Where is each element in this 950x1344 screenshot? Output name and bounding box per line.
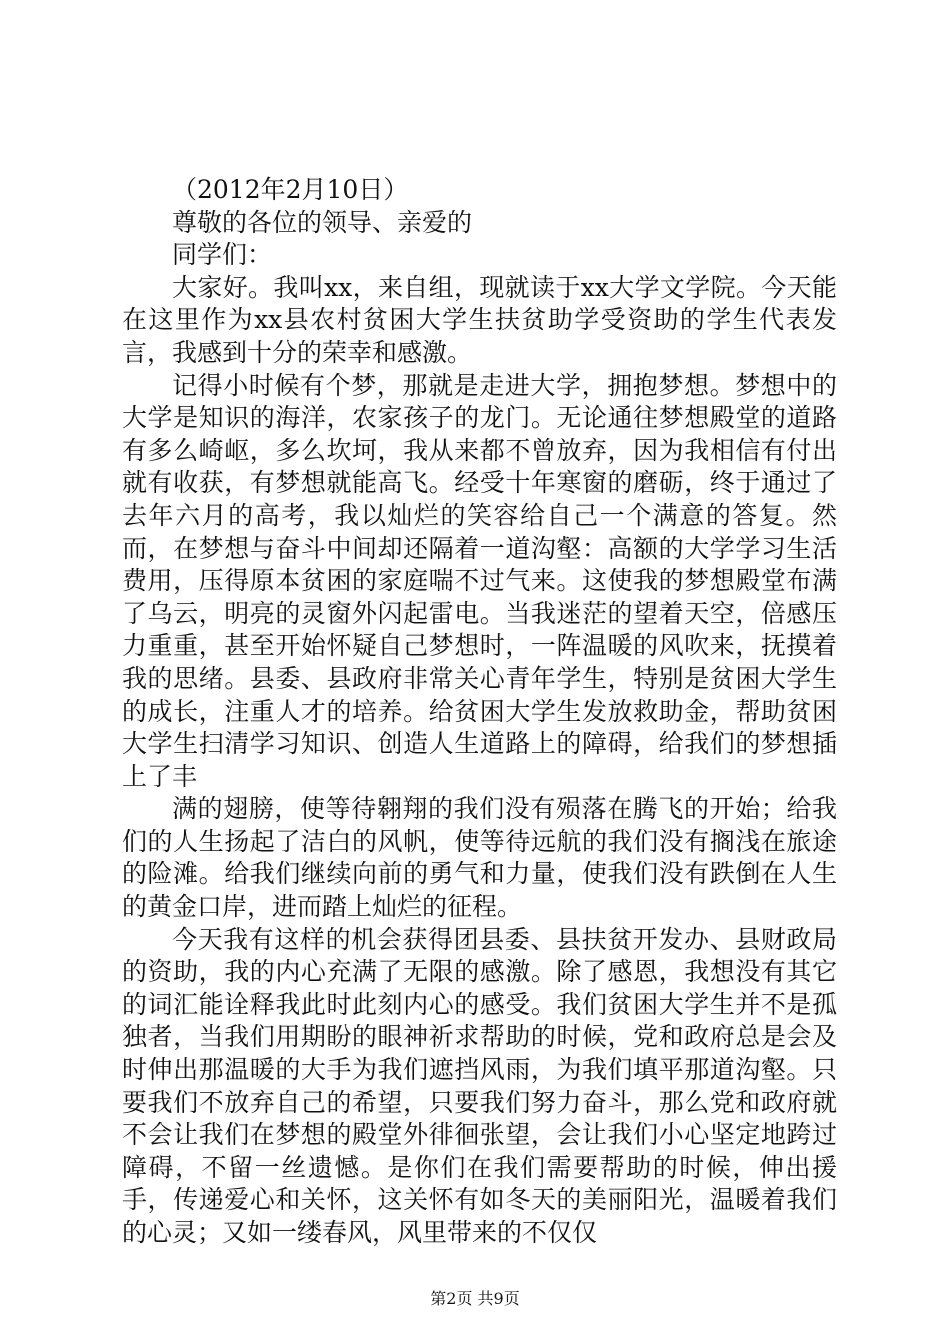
page-number-footer: 第2页 共9页: [430, 1289, 520, 1308]
body-paragraph: 记得小时候有个梦，那就是走进大学，拥抱梦想。梦想中的大学是知识的海洋，农家孩子的龙门。无论通往梦想殿堂的道路有多么崎岖，多么坎坷，我从来都不曾放弃，因为我相信有付出就有收获，有梦想就能高飞。经受十年寒窗的磨砺，终于通过了去年六月的高考，我以灿烂的笑容给自己一个满意的答复。然而，在梦想与奋斗中间却还隔着一道沟壑：高额的大学学习生活费用，压得原本贫困的家庭喘不过气来。这使我的梦想殿堂布满了乌云，明亮的灵窗外闪起雷电。当我迷茫的望着天空，倍感压力重重，甚至开始怀疑自己梦想时，一阵温暖的风吹来，抚摸着我的思绪。县委、县政府非常关心青年学生，特别是贫困大学生的成长，注重人才的培养。给贫困大学生发放救助金，帮助贫困大学生扫清学习知识、创造人生道路上的障碍，给我们的梦想插上了丰: [122, 370, 837, 791]
body-paragraph: 大家好。我叫xx，来自组，现就读于xx大学文学院。今天能在这里作为xx县农村贫困大学生扶贫助学受资助的学生代表发言，我感到十分的荣幸和感激。: [122, 272, 837, 367]
salutation-continuation: 同学们：: [172, 240, 273, 270]
salutation-line: 尊敬的各位的领导、亲爱的: [172, 207, 473, 237]
body-paragraph: 满的翅膀，使等待翱翔的我们没有殒落在腾飞的开始；给我们的人生扬起了洁白的风帆，使等待远航的我们没有搁浅在旅途的险滩。给我们继续向前的勇气和力量，使我们没有跌倒在人生的黄金口岸，进而踏上灿烂的征程。: [122, 794, 837, 922]
body-paragraph: 今天我有这样的机会获得团县委、县扶贫开发办、县财政局的资助，我的内心充满了无限的感激。除了感恩，我想没有其它的词汇能诠释我此时此刻内心的感受。我们贫困大学生并不是孤独者，当我们用期盼的眼神祈求帮助的时候，党和政府总是会及时伸出那温暖的大手为我们遮挡风雨，为我们填平那道沟壑。只要我们不放弃自己的希望，只要我们努力奋斗，那么党和政府就不会让我们在梦想的殿堂外徘徊张望，会让我们小心坚定地跨过障碍，不留一丝遗憾。是你们在我们需要帮助的时候，伸出援手，传递爱心和关怀，这关怀有如冬天的美丽阳光，温暖着我们的心灵；又如一缕春风，风里带来的不仅仅: [122, 924, 837, 1247]
date-line: （2012年2月10日）: [172, 175, 409, 204]
document-body: [122, 174, 837, 1250]
